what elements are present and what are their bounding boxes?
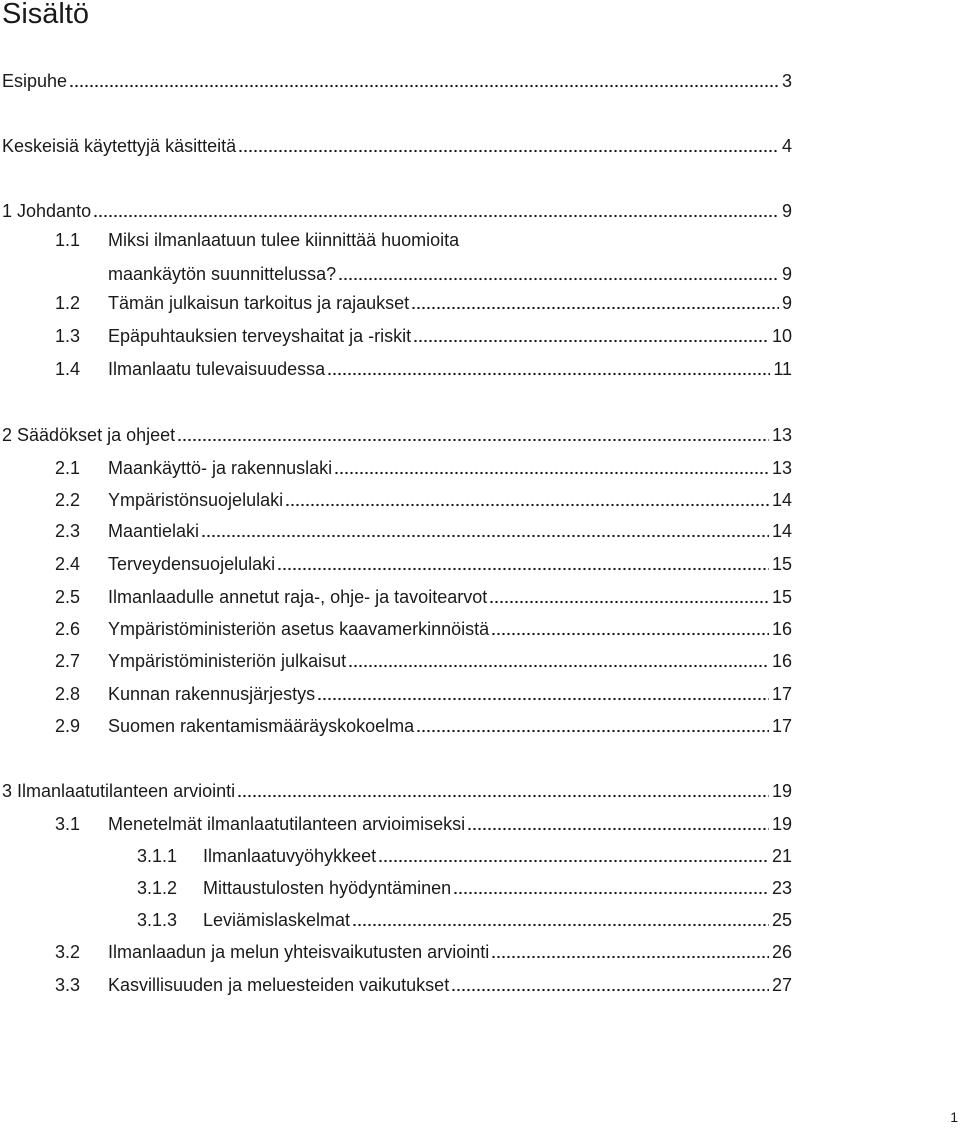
toc-entry-esipuhe[interactable] [2,66,792,92]
toc-entry-label: 1 Johdanto [2,201,92,221]
toc-entry-page: 19 [771,814,792,834]
toc-entry-label: Ilmanlaatuvyöhykkeet [203,846,377,866]
dot-leader [177,438,769,442]
dot-leader [413,339,769,343]
toc-entry-number: 1.4 [54,359,80,379]
toc-entry-page: 9 [781,293,792,313]
toc-entry-page: 16 [771,651,792,671]
toc-entry-label: Ilmanlaatu tulevaisuudessa [108,359,326,379]
dot-leader [201,534,769,538]
toc-section-2-8[interactable] [0,679,792,705]
toc-entry-page: 27 [771,975,792,995]
toc-section-1-1[interactable] [108,259,792,285]
toc-entry-page: 16 [771,619,792,639]
toc-entry-label: Epäpuhtauksien terveyshaitat ja -riskit [108,326,412,346]
dot-leader [327,372,770,376]
dot-leader [277,567,769,571]
toc-entry-page: 9 [781,201,792,221]
toc-section-2-3[interactable] [0,516,792,542]
toc-entry-label: Menetelmät ilmanlaatutilanteen arvioimiseksi [108,814,466,834]
toc-entry-number: 1.1 [54,230,80,250]
toc-entry-number: 2.9 [54,716,80,736]
dot-leader [317,697,769,701]
toc-entry-page: 4 [781,136,792,156]
toc-chapter-2[interactable] [2,420,792,446]
dot-leader [451,988,769,992]
toc-entry-page: 9 [781,264,792,284]
toc-entry-label: Kasvillisuuden ja meluesteiden vaikutukset [108,975,450,995]
toc-entry-page: 25 [771,910,792,930]
toc-entry-number: 2.3 [54,521,80,541]
toc-entry-number: 2.8 [54,684,80,704]
dot-leader [491,955,769,959]
toc-section-2-7[interactable] [0,646,792,672]
toc-entry-page: 13 [771,425,792,445]
toc-entry-label: Esipuhe [2,71,68,91]
page-title: Sisältö [2,0,90,30]
toc-entry-number: 2.7 [54,651,80,671]
dot-leader [69,84,779,88]
toc-section-3-1[interactable] [0,809,792,835]
dot-leader [489,600,769,604]
toc-entry-number: 3.1.3 [137,910,178,930]
toc-entry-number: 1.2 [54,293,80,313]
dot-leader [416,729,769,733]
dot-leader [467,827,769,831]
toc-entry-page: 17 [771,684,792,704]
toc-chapter-1[interactable] [2,196,792,222]
toc-entry-page: 15 [771,554,792,574]
toc-entry-label: Kunnan rakennusjärjestys [108,684,316,704]
toc-section-1-1-first-line[interactable] [0,229,459,251]
toc-entry-label: Tämän julkaisun tarkoitus ja rajaukset [108,293,410,313]
toc-entry-number: 3.1.1 [137,846,178,866]
toc-entry-page: 26 [771,942,792,962]
toc-section-2-1[interactable] [0,453,792,479]
toc-subsection-3-1-2[interactable] [0,873,792,899]
toc-entry-page: 15 [771,587,792,607]
dot-leader [491,632,769,636]
toc-section-2-5[interactable] [0,582,792,608]
toc-entry-number: 3.1.2 [137,878,178,898]
toc-entry-page: 13 [771,458,792,478]
toc-entry-number: 2.6 [54,619,80,639]
toc-entry-label: Terveydensuojelulaki [108,554,276,574]
toc-section-2-2[interactable] [0,485,792,511]
dot-leader [93,214,779,218]
toc-entry-label: Ympäristöministeriön asetus kaavamerkinnöistä [108,619,490,639]
toc-entry-label: Maantielaki [108,521,200,541]
toc-entry-label: Ympäristöministeriön julkaisut [108,651,347,671]
toc-entry-label: Keskeisiä käytettyjä käsitteitä [2,136,237,156]
toc-subsection-3-1-1[interactable] [0,841,792,867]
dot-leader [285,503,769,507]
dot-leader [238,149,779,153]
dot-leader [453,891,769,895]
toc-entry-label: Maankäyttö- ja rakennuslaki [108,458,333,478]
toc-entry-page: 11 [773,359,792,379]
toc-entry-number: 3.3 [54,975,80,995]
toc-entry-label: Suomen rakentamismääräyskokoelma [108,716,415,736]
toc-entry-number: 2.5 [54,587,80,607]
toc-entry-page: 21 [771,846,792,866]
toc-section-3-2[interactable] [0,937,792,963]
toc-entry-number: 2.1 [54,458,80,478]
toc-section-1-4[interactable] [0,354,792,380]
dot-leader [352,923,769,927]
toc-entry-page: 10 [771,326,792,346]
dot-leader [411,306,779,310]
toc-entry-number: 3.1 [54,814,80,834]
page-number: 1 [950,1109,958,1125]
toc-entry-kasitteet[interactable] [2,131,792,157]
toc-entry-number: 2.2 [54,490,80,510]
dot-leader [378,859,769,863]
toc-section-1-3[interactable] [0,321,792,347]
dot-leader [334,471,769,475]
dot-leader [348,664,769,668]
toc-entry-label: 3 Ilmanlaatutilanteen arviointi [2,781,236,801]
toc-entry-label: Ilmanlaadulle annetut raja-, ohje- ja tavoitearvot [108,587,488,607]
toc-entry-page: 3 [781,71,792,91]
toc-entry-page: 19 [771,781,792,801]
toc-entry-number: 2.4 [54,554,80,574]
toc-entry-label: Leviämislaskelmat [203,910,351,930]
toc-entry-label: 2 Säädökset ja ohjeet [2,425,176,445]
toc-entry-label: Mittaustulosten hyödyntäminen [203,878,452,898]
toc-entry-page: 17 [771,716,792,736]
toc-entry-page: 23 [771,878,792,898]
toc-chapter-3[interactable] [2,776,792,802]
dot-leader [338,277,779,281]
toc-entry-page: 14 [771,521,792,541]
toc-entry-label: Miksi ilmanlaatuun tulee kiinnittää huomioita [108,230,460,250]
toc-entry-label: Ilmanlaadun ja melun yhteisvaikutusten arviointi [108,942,490,962]
toc-section-3-3[interactable] [0,970,792,996]
toc-entry-label: Ympäristönsuojelulaki [108,490,284,510]
toc-entry-page: 14 [771,490,792,510]
toc-subsection-3-1-3[interactable] [0,905,792,931]
toc-section-2-9[interactable] [0,711,792,737]
toc-entry-number: 3.2 [54,942,80,962]
toc-entry-number: 1.3 [54,326,80,346]
toc-section-2-6[interactable] [0,614,792,640]
toc-entry-label-continued: maankäytön suunnittelussa? [108,264,337,284]
toc-section-2-4[interactable] [0,549,792,575]
dot-leader [237,794,769,798]
toc-section-1-2[interactable] [0,288,792,314]
